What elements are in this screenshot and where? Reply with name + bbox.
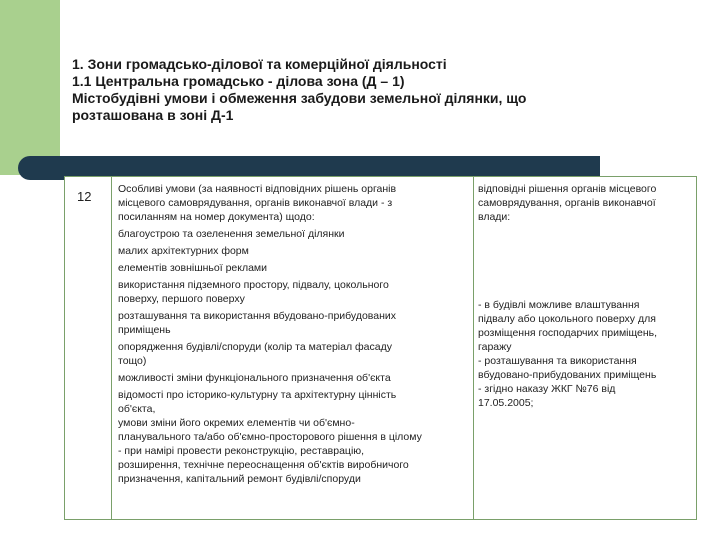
conditions-line: опорядження будівлі/споруди (колір та матеріал фасаду: [118, 341, 392, 353]
conditions-line: розташування та використання вбудовано-прибудованих: [118, 310, 397, 322]
slide-title: [72, 56, 692, 124]
conditions-line: благоустрою та озеленення земельної ділянки: [118, 228, 345, 240]
decisions-line: підвалу або цокольного поверху для: [478, 313, 656, 325]
conditions-line: - при намірі провести реконструкцію, реставрацію,: [118, 445, 365, 457]
conditions-line: тощо): [118, 355, 147, 367]
conditions-line: призначення, капітальний ремонт будівлі/споруди: [118, 473, 361, 485]
conditions-line: об'єкта,: [118, 403, 156, 415]
conditions-line: елементів зовнішньої реклами: [118, 262, 268, 274]
conditions-line: можливості зміни функціонального призначення об'єкта: [118, 372, 391, 384]
conditions-line: відомості про історико-культурну та архітектурну цінність: [118, 389, 397, 401]
title-line-1: 1. Зони громадсько-ділової та комерційної діяльності: [72, 56, 447, 72]
decisions-line: самоврядування, органів виконавчої: [478, 197, 656, 209]
title-line-3: Містобудівні умови і обмеження забудови земельної ділянки, що: [72, 90, 527, 106]
conditions-line: планувального та/або об'ємно-просторового рішення в цілому: [118, 431, 422, 443]
decisions-cell: [478, 182, 693, 410]
column-divider-1: [111, 177, 112, 519]
decisions-line: - розташування та використання: [478, 355, 637, 367]
conditions-line: малих архітектурних форм: [118, 245, 249, 257]
conditions-line: умови зміни його окремих елементів чи об'ємно-: [118, 417, 355, 429]
decisions-line: вбудовано-прибудованих приміщень: [478, 369, 657, 381]
title-line-4: розташована в зоні Д-1: [72, 107, 234, 123]
conditions-line: приміщень: [118, 324, 171, 336]
decisions-line: - в будівлі можливе влаштування: [478, 299, 640, 311]
decisions-line: відповідні рішення органів місцевого: [478, 183, 657, 195]
conditions-table: [64, 176, 697, 520]
decisions-line: 17.05.2005;: [478, 397, 534, 409]
decisions-line: влади:: [478, 211, 511, 223]
title-line-2: 1.1 Центральна громадсько - ділова зона (Д – 1): [72, 73, 405, 89]
conditions-line: використання підземного простору, підвалу, цокольного: [118, 279, 389, 291]
conditions-line: поверху, першого поверху: [118, 293, 245, 305]
row-number: 12: [77, 189, 92, 204]
conditions-line: Особливі умови (за наявності відповідних рішень органів: [118, 183, 397, 195]
decisions-line: розміщення господарчих приміщень,: [478, 327, 658, 339]
decisions-line: - згідно наказу ЖКГ №76 від: [478, 383, 616, 395]
conditions-line: місцевого самоврядування, органів виконавчої влади - з: [118, 197, 393, 209]
conditions-line: розширення, технічне переоснащення об'єктів виробничого: [118, 459, 409, 471]
column-divider-2: [473, 177, 474, 519]
decisions-spacer: [478, 224, 693, 298]
conditions-line: посиланням на номер документа) щодо:: [118, 211, 315, 223]
conditions-cell: [118, 182, 473, 486]
decisions-line: гаражу: [478, 341, 512, 353]
